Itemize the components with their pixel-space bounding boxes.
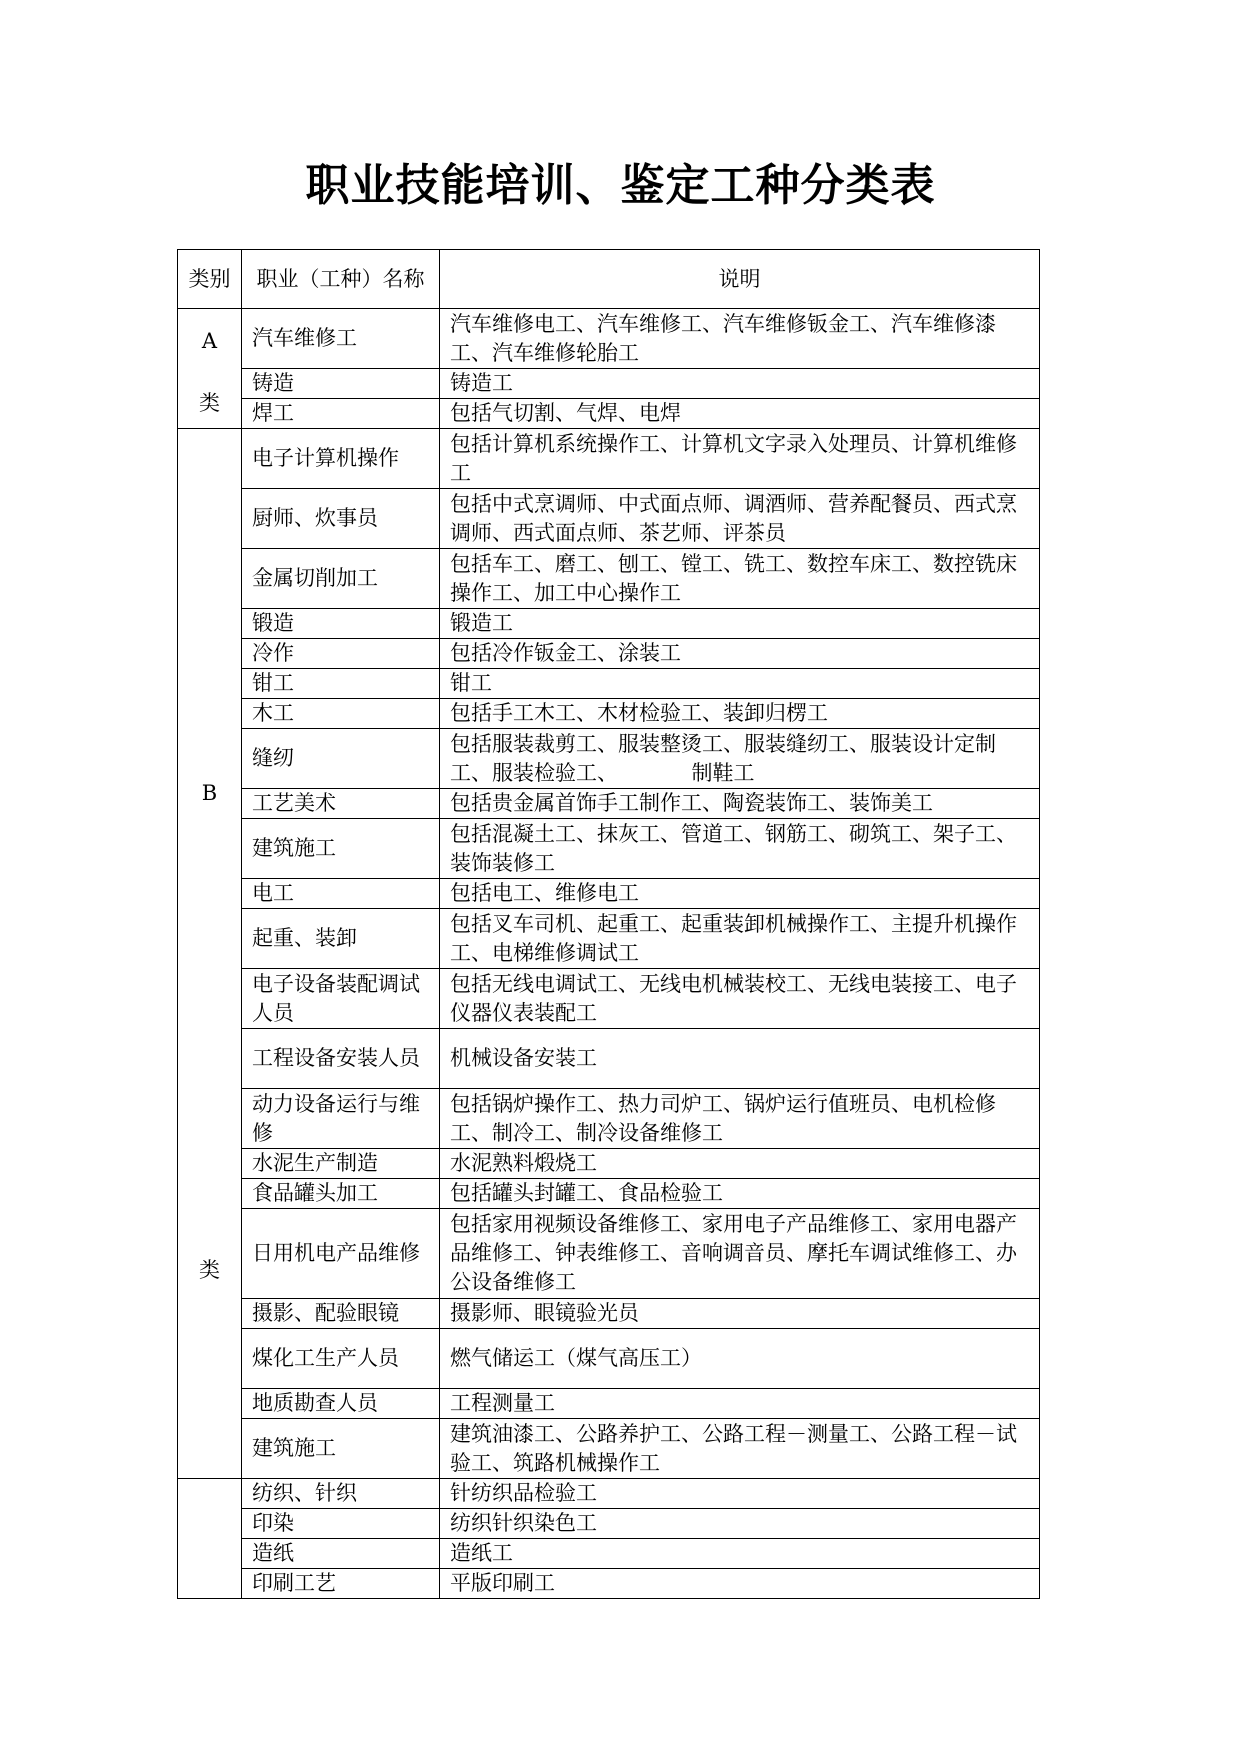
occupation-name: 摄影、配验眼镜 (242, 1299, 440, 1329)
table-row (178, 1209, 1040, 1299)
table-row (178, 549, 1040, 609)
table-row (178, 1389, 1040, 1419)
occupation-description: 燃气储运工（煤气高压工） (440, 1329, 1040, 1389)
table-row (178, 1149, 1040, 1179)
occupation-name: 水泥生产制造 (242, 1149, 440, 1179)
table-row (178, 1329, 1040, 1389)
occupation-name: 印刷工艺 (242, 1569, 440, 1599)
header-name: 职业（工种）名称 (242, 250, 440, 309)
occupation-name: 厨师、炊事员 (242, 489, 440, 549)
table-row (178, 399, 1040, 429)
occupation-description: 包括冷作钣金工、涂装工 (440, 639, 1040, 669)
occupation-name: 造纸 (242, 1539, 440, 1569)
occupation-name: 食品罐头加工 (242, 1179, 440, 1209)
occupation-description: 包括家用视频设备维修工、家用电子产品维修工、家用电器产品维修工、钟表维修工、音响调音员、摩托车调试维修工、办公设备维修工 (440, 1209, 1040, 1299)
occupation-description: 针纺织品检验工 (440, 1479, 1040, 1509)
occupation-description: 水泥熟料煅烧工 (440, 1149, 1040, 1179)
occupation-name: 冷作 (242, 639, 440, 669)
occupation-description: 包括气切割、气焊、电焊 (440, 399, 1040, 429)
occupation-name: 木工 (242, 699, 440, 729)
occupation-description: 包括锅炉操作工、热力司炉工、锅炉运行值班员、电机检修工、制冷工、制冷设备维修工 (440, 1089, 1040, 1149)
occupation-description: 包括混凝土工、抹灰工、管道工、钢筋工、砌筑工、架子工、装饰装修工 (440, 819, 1040, 879)
occupation-name: 工艺美术 (242, 789, 440, 819)
table-row (178, 369, 1040, 399)
occupation-description: 包括中式烹调师、中式面点师、调酒师、营养配餐员、西式烹调师、西式面点师、茶艺师、评茶员 (440, 489, 1040, 549)
occupation-description: 纺织针织染色工 (440, 1509, 1040, 1539)
table-row (178, 969, 1040, 1029)
table-row (178, 1029, 1040, 1089)
occupation-description: 工程测量工 (440, 1389, 1040, 1419)
category-a-cell (178, 309, 242, 429)
occupation-description: 包括罐头封罐工、食品检验工 (440, 1179, 1040, 1209)
category-b-cell (178, 429, 242, 1479)
table-row (178, 639, 1040, 669)
occupation-name: 日用机电产品维修 (242, 1209, 440, 1299)
table-row (178, 1419, 1040, 1479)
occupation-name: 纺织、针织 (242, 1479, 440, 1509)
table-row (178, 729, 1040, 789)
occupation-description: 包括无线电调试工、无线电机械装校工、无线电装接工、电子仪器仪表装配工 (440, 969, 1040, 1029)
occupation-description: 包括车工、磨工、刨工、镗工、铣工、数控车床工、数控铣床操作工、加工中心操作工 (440, 549, 1040, 609)
table-row (178, 1179, 1040, 1209)
occupation-description: 摄影师、眼镜验光员 (440, 1299, 1040, 1329)
table-header-row (178, 250, 1040, 309)
table-row (178, 909, 1040, 969)
occupation-description: 建筑油漆工、公路养护工、公路工程－测量工、公路工程－试验工、筑路机械操作工 (440, 1419, 1040, 1479)
occupation-name: 煤化工生产人员 (242, 1329, 440, 1389)
header-description: 说明 (440, 250, 1040, 309)
category-b-letter: B (201, 781, 218, 805)
category-b-suffix: 类 (199, 1258, 220, 1282)
table-row (178, 1539, 1040, 1569)
table-row (178, 1299, 1040, 1329)
table-row (178, 489, 1040, 549)
occupation-description: 包括叉车司机、起重工、起重装卸机械操作工、主提升机操作工、电梯维修调试工 (440, 909, 1040, 969)
table-row (178, 699, 1040, 729)
occupation-description: 铸造工 (440, 369, 1040, 399)
occupation-description: 钳工 (440, 669, 1040, 699)
occupation-description: 造纸工 (440, 1539, 1040, 1569)
category-c-cell (178, 1479, 242, 1599)
page-title: 职业技能培训、鉴定工种分类表 (305, 160, 936, 211)
occupation-name: 电子计算机操作 (242, 429, 440, 489)
occupation-description: 机械设备安装工 (440, 1029, 1040, 1089)
occupation-description: 包括电工、维修电工 (440, 879, 1040, 909)
table-row (178, 309, 1040, 369)
occupation-name: 建筑施工 (242, 819, 440, 879)
table-row (178, 879, 1040, 909)
table-row (178, 429, 1040, 489)
table-row (178, 609, 1040, 639)
occupation-description: 汽车维修电工、汽车维修工、汽车维修钣金工、汽车维修漆工、汽车维修轮胎工 (440, 309, 1040, 369)
category-a-suffix: 类 (199, 391, 220, 415)
header-category: 类别 (178, 250, 242, 309)
table-row (178, 1479, 1040, 1509)
occupation-name: 地质勘查人员 (242, 1389, 440, 1419)
occupation-description: 包括服装裁剪工、服装整烫工、服装缝纫工、服装设计定制工、服装检验工、 制鞋工 (440, 729, 1040, 789)
occupation-name: 金属切削加工 (242, 549, 440, 609)
occupation-name: 焊工 (242, 399, 440, 429)
category-a-letter: A (201, 329, 218, 353)
occupation-name: 锻造 (242, 609, 440, 639)
occupation-name: 工程设备安装人员 (242, 1029, 440, 1089)
table-row (178, 819, 1040, 879)
occupation-name: 电子设备装配调试人员 (242, 969, 440, 1029)
table-row (178, 1509, 1040, 1539)
occupation-description: 包括贵金属首饰手工制作工、陶瓷装饰工、装饰美工 (440, 789, 1040, 819)
occupation-name: 印染 (242, 1509, 440, 1539)
occupation-name: 建筑施工 (242, 1419, 440, 1479)
occupation-name: 电工 (242, 879, 440, 909)
occupation-name: 起重、装卸 (242, 909, 440, 969)
table-row (178, 1089, 1040, 1149)
classification-table (177, 249, 1040, 1599)
occupation-name: 汽车维修工 (242, 309, 440, 369)
occupation-name: 动力设备运行与维修 (242, 1089, 440, 1149)
occupation-description: 包括计算机系统操作工、计算机文字录入处理员、计算机维修工 (440, 429, 1040, 489)
occupation-name: 铸造 (242, 369, 440, 399)
occupation-name: 缝纫 (242, 729, 440, 789)
occupation-description: 包括手工木工、木材检验工、装卸归楞工 (440, 699, 1040, 729)
table-row (178, 1569, 1040, 1599)
occupation-description: 锻造工 (440, 609, 1040, 639)
table-row (178, 789, 1040, 819)
occupation-description: 平版印刷工 (440, 1569, 1040, 1599)
occupation-name: 钳工 (242, 669, 440, 699)
table-row (178, 669, 1040, 699)
